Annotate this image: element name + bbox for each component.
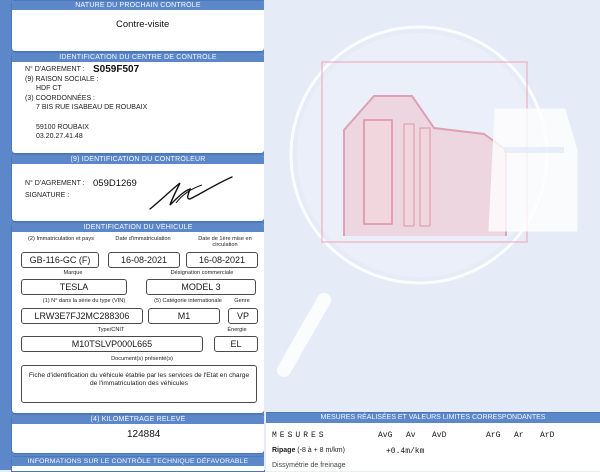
center-header: IDENTIFICATION DU CENTRE DE CONTRÔLE <box>12 53 264 62</box>
vin-label: (1) N° dans la série du type (VIN) <box>42 298 126 304</box>
col-av: Av <box>406 431 416 440</box>
ripage-value: +0.4m/km <box>386 447 425 456</box>
ripage-label <box>272 447 345 454</box>
brand-value: TESLA <box>21 279 127 295</box>
center-agreement-label: N° D'AGREMENT : <box>25 66 85 73</box>
signature-image <box>146 173 236 213</box>
col-arg: ArG <box>486 431 501 440</box>
next-control-panel <box>11 0 265 52</box>
date-first-label: Date de 1ère mise en circulation <box>198 236 252 248</box>
center-panel <box>11 52 265 154</box>
center-coord-label: (3) COORDONNÉES : <box>25 95 96 102</box>
genre-label: Genre <box>234 298 250 304</box>
energy-label: Énergie <box>227 327 247 333</box>
next-control-value: Contre-visite <box>116 19 170 30</box>
vin-value: LRW3E7FJ2MC288306 <box>21 308 143 324</box>
category-value: M1 <box>148 308 220 324</box>
controller-agreement-value: 059D1269 <box>93 178 137 189</box>
controller-header: (9) IDENTIFICATION DU CONTRÔLEUR <box>12 155 264 164</box>
col-ar: Ar <box>514 431 524 440</box>
next-control-header: NATURE DU PROCHAIN CONTRÔLE <box>12 1 264 10</box>
controller-agreement-label: N° D'AGREMENT : <box>25 180 85 187</box>
vehicle-header: IDENTIFICATION DU VÉHICULE <box>12 223 264 232</box>
genre-value: VP <box>228 308 258 324</box>
date-first-value: 16-08-2021 <box>186 252 258 268</box>
controller-signature-label: SIGNATURE : <box>25 192 70 199</box>
immat-label: (2) Immatriculation et pays <box>28 236 94 242</box>
model-value: MODEL 3 <box>146 279 256 295</box>
mileage-header: (4) KILOMÉTRAGE RELEVÉ <box>12 415 264 424</box>
immat-value: GB-116-GC (F) <box>21 252 99 268</box>
energy-value: EL <box>214 336 258 352</box>
docs-label: Document(s) présenté(s) <box>111 356 173 362</box>
center-agreement-value: S059F507 <box>93 64 140 75</box>
controller-panel <box>11 154 265 222</box>
measures-panel <box>266 412 600 471</box>
measures-title: MESURES <box>272 431 327 440</box>
col-avd: AvD <box>432 431 447 440</box>
vehicle-panel <box>11 222 265 414</box>
date-immat-label: Date d'immatriculation <box>115 236 171 242</box>
watermark-area <box>264 0 600 470</box>
type-label: Type/CNIT <box>97 327 125 333</box>
type-value: M10TSLVP000L665 <box>21 336 203 352</box>
next-row-label: Dissymétrie de freinage <box>272 462 346 469</box>
ripage-label-text: Ripage <box>272 447 296 454</box>
defects-header: INFORMATIONS SUR LE CONTRÔLE TECHNIQUE DÉFAVORABLE <box>12 457 264 466</box>
category-label: (5) Catégorie internationale <box>154 298 222 304</box>
docs-value: Fiche d'identification du véhicule établie par les services de l'Etat en charge de l'immatriculation des véhicules <box>21 365 257 403</box>
center-address-line2: 59100 ROUBAIX <box>36 124 89 131</box>
col-avg: AvG <box>378 431 393 440</box>
mileage-panel <box>11 414 265 454</box>
center-raison-label: (9) RAISON SOCIALE : <box>25 76 99 83</box>
model-label: Désignation commerciale <box>170 270 234 276</box>
center-phone: 03.20.27.41.48 <box>36 133 83 140</box>
brand-label: Marque <box>63 270 83 276</box>
measures-header: MESURES RÉALISÉES ET VALEURS LIMITES CORRESPONDANTES <box>266 413 600 423</box>
center-address-line1: 7 BIS RUE ISABEAU DE ROUBAIX <box>36 104 148 111</box>
ripage-range: (-8 à + 8 m/km) <box>297 447 345 454</box>
watermark-car-magnifier <box>264 0 600 410</box>
mileage-value: 124884 <box>127 429 161 440</box>
center-raison-value: HDF CT <box>36 85 62 92</box>
date-immat-value: 16-08-2021 <box>108 252 180 268</box>
col-ard: ArD <box>540 431 555 440</box>
